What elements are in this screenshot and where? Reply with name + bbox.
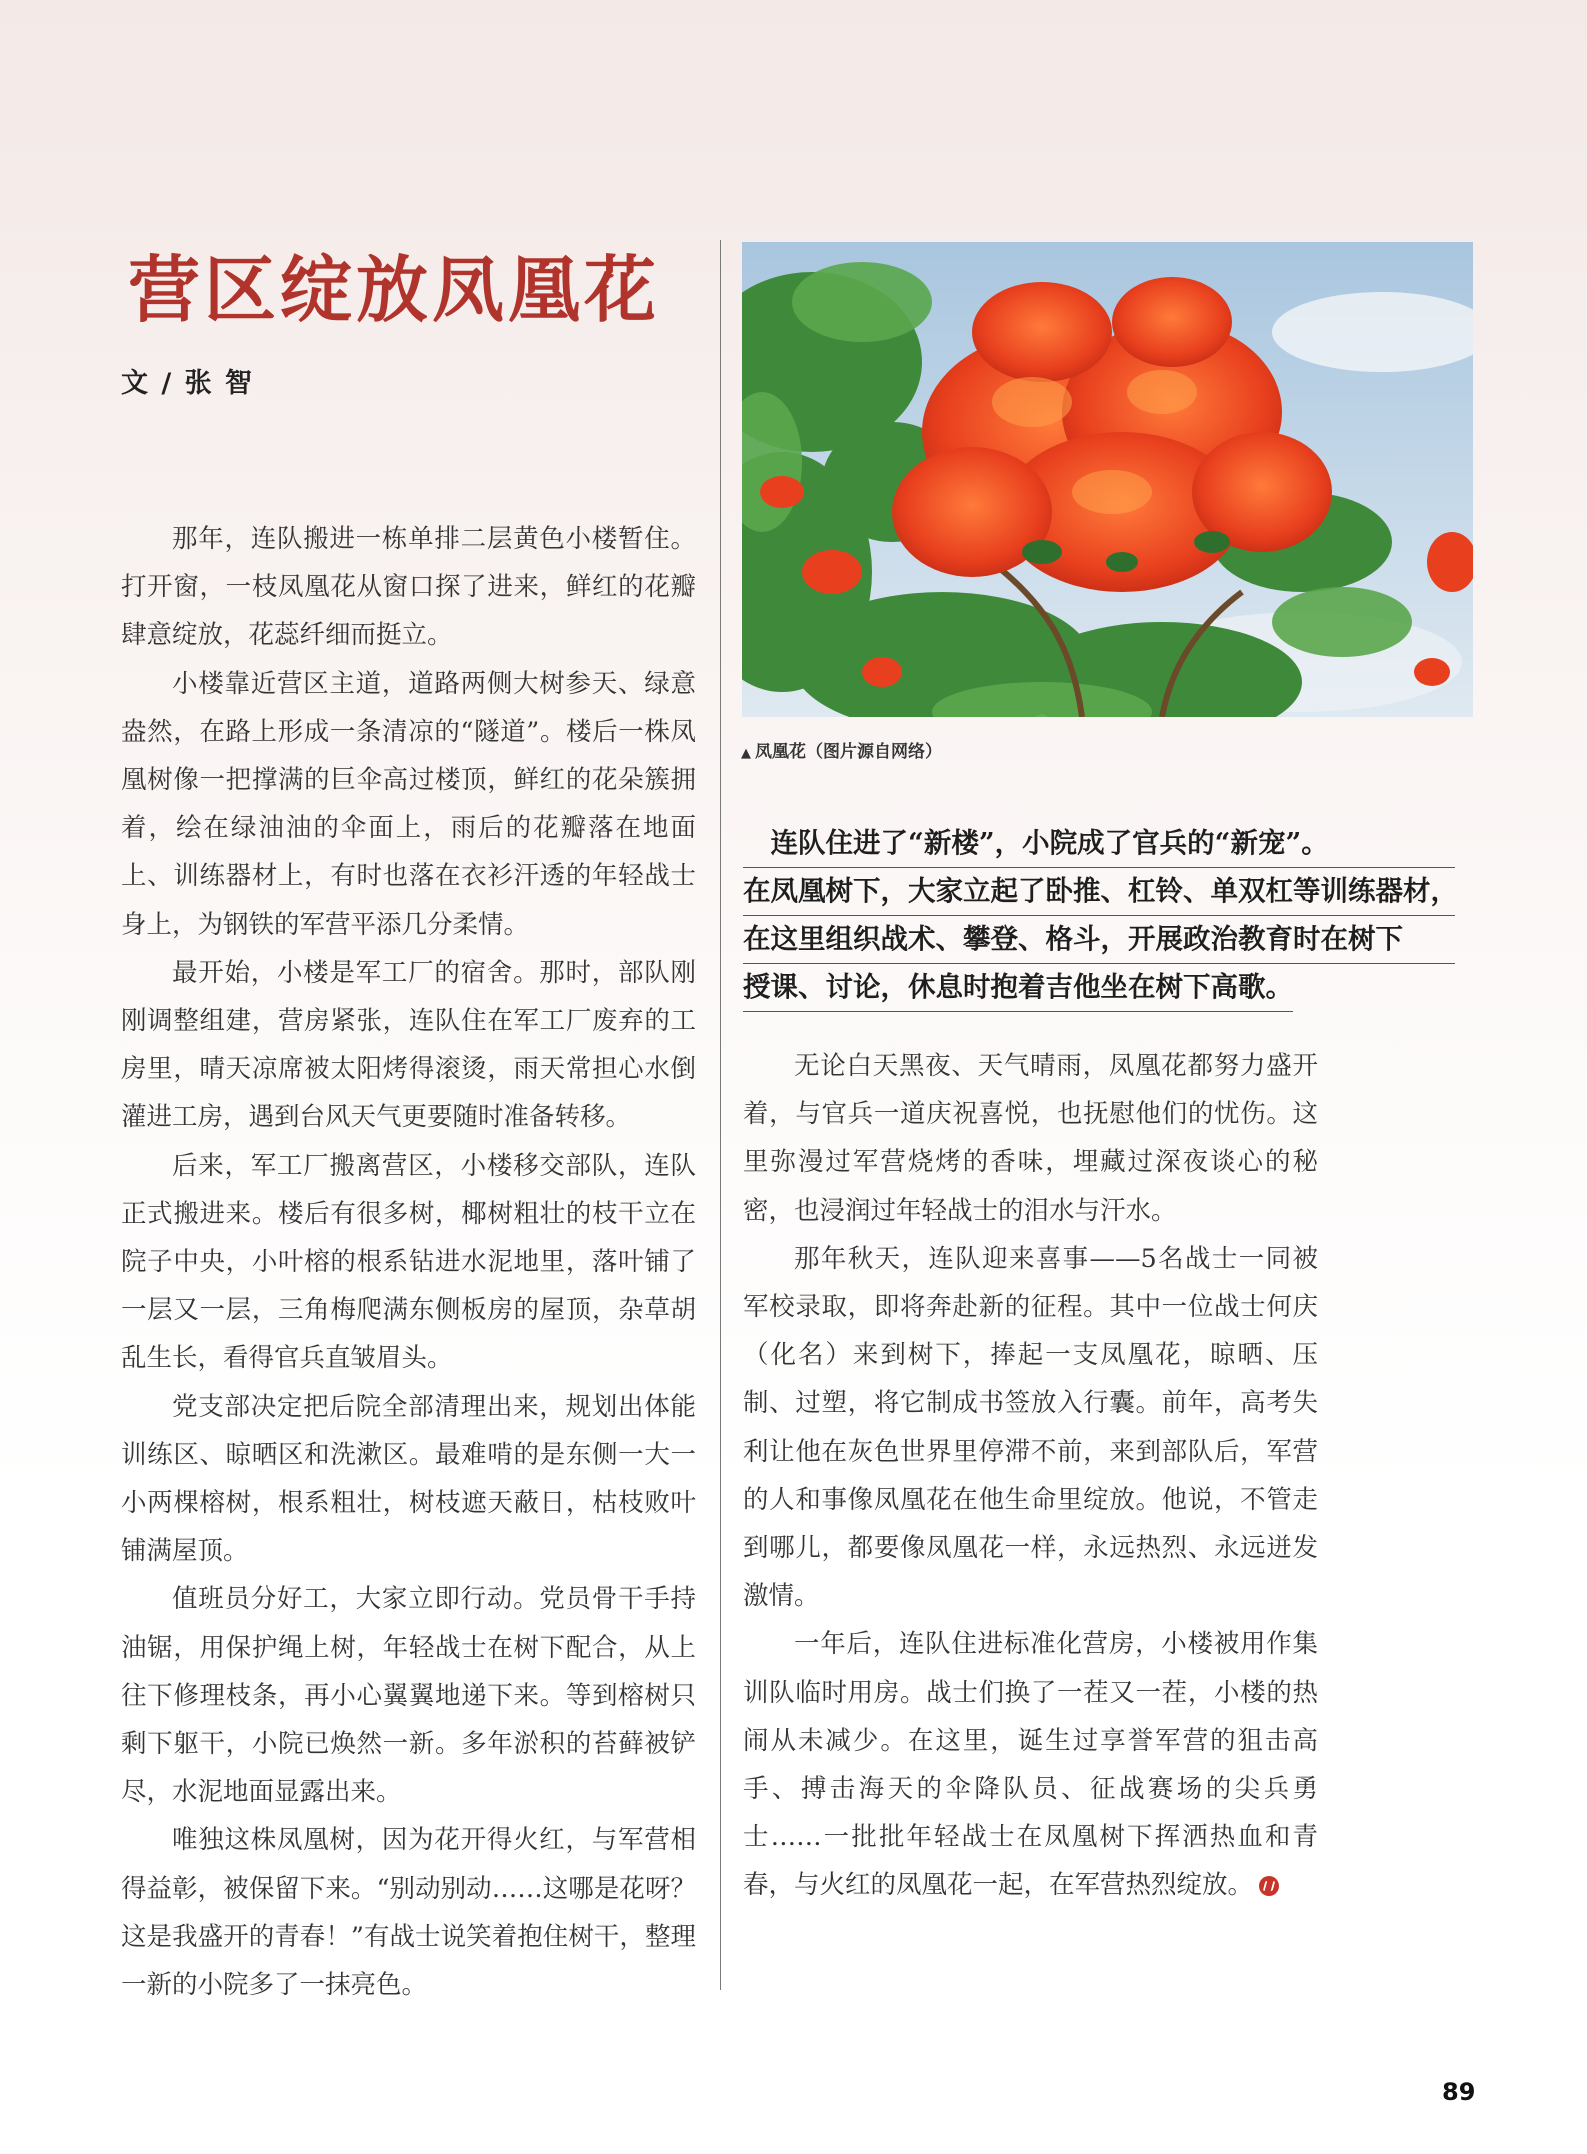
triangle-icon: ▲ <box>741 746 751 761</box>
pull-quote-line: 在凤凰树下，大家立起了卧推、杠铃、单双杠等训练器材， <box>743 868 1455 916</box>
caption-text: 凤凰花（图片源自网络） <box>755 742 942 762</box>
end-mark-icon <box>1259 1876 1279 1896</box>
column-divider <box>720 240 721 1990</box>
article-title: 营区绽放凤凰花 <box>128 247 661 332</box>
left-column <box>121 515 696 2009</box>
paragraph: 那年秋天，连队迎来喜事——5名战士一同被军校录取，即将奔赴新的征程。其中一位战士何庆（化名）来到树下，捧起一支凤凰花，晾晒、压制、过塑，将它制成书签放入行囊。前年，高考失利让他在灰色世界里停滞不前，来到部队后，军营的人和事像凤凰花在他生命里绽放。他说，不管走到哪儿，都要像凤凰花一样，永远热烈、永远迸发激情。 <box>743 1243 1318 1612</box>
flower-illustration <box>742 242 1473 717</box>
phoenix-flower-photo <box>742 242 1473 717</box>
paragraph: 小楼靠近营区主道，道路两侧大树参天、绿意盎然，在路上形成一条清凉的“隧道”。楼后一株凤凰树像一把撑满的巨伞高过楼顶，鲜红的花朵簇拥着，绘在绿油油的伞面上，雨后的花瓣落在地面上、训练器材上，有时也落在衣衫汗透的年轻战士身上，为钢铁的军营平添几分柔情。 <box>121 668 696 940</box>
pull-quote-line: 连队住进了“新楼”，小院成了官兵的“新宠”。 <box>743 820 1455 868</box>
paragraph: 那年，连队搬进一栋单排二层黄色小楼暂住。打开窗，一枝凤凰花从窗口探了进来，鲜红的花瓣肆意绽放，花蕊纤细而挺立。 <box>121 524 696 651</box>
paragraph: 无论白天黑夜、天气晴雨，凤凰花都努力盛开着，与官兵一道庆祝喜悦，也抚慰他们的忧伤。这里弥漫过军营烧烤的香味，埋藏过深夜谈心的秘密，也浸润过年轻战士的泪水与汗水。 <box>743 1051 1318 1226</box>
paragraph: 后来，军工厂搬离营区，小楼移交部队，连队正式搬进来。楼后有很多树，椰树粗壮的枝干立在院子中央，小叶榕的根系钻进水泥地里，落叶铺了一层又一层，三角梅爬满东侧板房的屋顶，杂草胡乱生长，看得官兵直皱眉头。 <box>121 1150 696 1374</box>
pull-quote <box>743 820 1458 1012</box>
paragraph-text: 一年后，连队住进标准化营房，小楼被用作集训队临时用房。战士们换了一茬又一茬，小楼的热闹从未减少。在这里，诞生过享誉军营的狙击高手、搏击海天的伞降队员、征战赛场的尖兵勇士……一批批年轻战士在凤凰树下挥洒热血和青春，与火红的凤凰花一起，在军营热烈绽放。 <box>743 1629 1318 1901</box>
right-column <box>743 1042 1318 1910</box>
paragraph: 党支部决定把后院全部清理出来，规划出体能训练区、晾晒区和洗漱区。最难啃的是东侧一大一小两棵榕树，根系粗壮，树枝遮天蔽日，枯枝败叶铺满屋顶。 <box>121 1391 696 1567</box>
page-number: 89 <box>1442 2078 1476 2106</box>
paragraph: 值班员分好工，大家立即行动。党员骨干手持油锯，用保护绳上树，年轻战士在树下配合，从上往下修理枝条，再小心翼翼地递下来。等到榕树只剩下躯干，小院已焕然一新。多年淤积的苔藓被铲尽，水泥地面显露出来。 <box>121 1584 696 1808</box>
paragraph <box>743 1620 1318 1909</box>
photo-caption <box>741 737 942 762</box>
pull-quote-line: 在这里组织战术、攀登、格斗，开展政治教育时在树下 <box>743 916 1455 964</box>
byline: 文 / 张 智 <box>121 368 255 399</box>
pull-quote-line: 授课、讨论，休息时抱着吉他坐在树下高歌。 <box>743 964 1293 1012</box>
paragraph: 唯独这株凤凰树，因为花开得火红，与军营相得益彰，被保留下来。“别动别动……这哪是花呀？这是我盛开的青春！”有战士说笑着抱住树干，整理一新的小院多了一抹亮色。 <box>121 1825 696 2001</box>
paragraph: 最开始，小楼是军工厂的宿舍。那时，部队刚刚调整组建，营房紧张，连队住在军工厂废弃的工房里，晴天凉席被太阳烤得滚烫，雨天常担心水倒灌进工房，遇到台风天气更要随时准备转移。 <box>121 957 696 1133</box>
